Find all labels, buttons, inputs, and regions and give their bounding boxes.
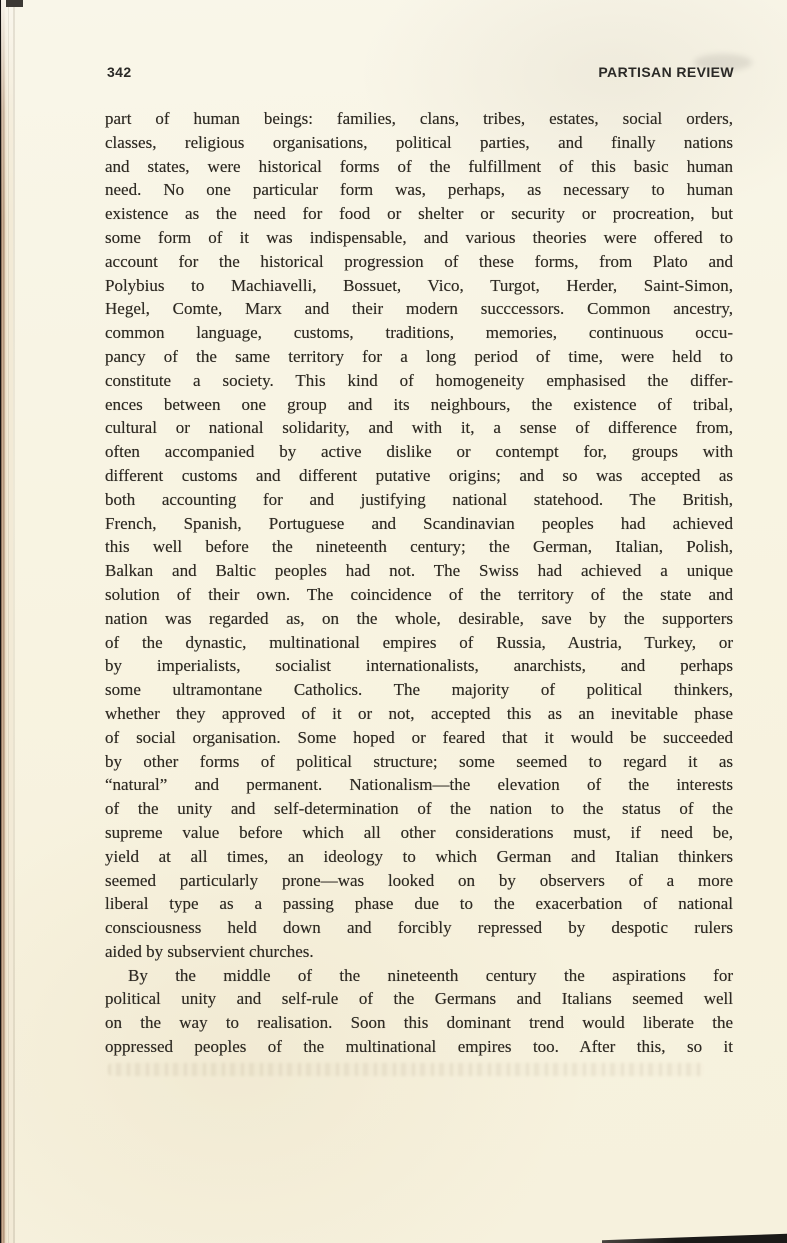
text-line: both accounting for and justifying national statehood. The British, <box>105 489 733 509</box>
text-line: of the unity and self-determination of the nation to the status of the <box>105 799 733 819</box>
text-line: on the way to realisation. Soon this dominant trend would liberate the <box>105 1013 733 1033</box>
scan-bottom-shadow <box>602 1233 787 1243</box>
text-block <box>105 107 733 1059</box>
text-line: cultural or national solidarity, and with it, a sense of difference from, <box>105 418 733 438</box>
text-line: solution of their own. The coincidence of the territory of the state and <box>105 584 733 604</box>
scan-corner-mark <box>6 0 23 7</box>
text-line: Polybius to Machiavelli, Bossuet, Vico, Turgot, Herder, Saint-Simon, <box>105 275 733 295</box>
text-line: aided by subservient churches. <box>105 941 314 961</box>
text-line: yield at all times, an ideology to which German and Italian thinkers <box>105 846 733 866</box>
text-line: need. No one particular form was, perhaps, as necessary to human <box>105 180 733 200</box>
text-line: this well before the nineteenth century; the German, Italian, Polish, <box>105 537 733 557</box>
running-header <box>107 64 734 82</box>
text-line: whether they approved of it or not, accepted this as an inevitable phase <box>105 703 733 723</box>
text-line: consciousness held down and forcibly repressed by despotic rulers <box>105 918 733 938</box>
text-line: of social organisation. Some hoped or feared that it would be succeeded <box>105 727 733 747</box>
text-line: Hegel, Comte, Marx and their modern succcessors. Common ancestry, <box>105 299 733 319</box>
page-crease <box>13 0 15 1243</box>
bleed-through-text <box>108 1063 704 1076</box>
text-line: existence as the need for food or shelter or security or procreation, but <box>105 204 733 224</box>
journal-title: PARTISAN REVIEW <box>598 64 734 80</box>
text-line: Balkan and Baltic peoples had not. The Swiss had achieved a unique <box>105 561 733 581</box>
text-line: political unity and self-rule of the Germans and Italians seemed well <box>105 989 733 1009</box>
text-line: supreme value before which all other considerations must, if need be, <box>105 822 733 842</box>
text-line: by imperialists, socialist internationalists, anarchists, and perhaps <box>105 656 733 676</box>
paragraph <box>105 107 733 964</box>
text-line: often accompanied by active dislike or contempt for, groups with <box>105 442 733 462</box>
book-page-edge-stripes <box>1 0 13 1243</box>
text-line: of the dynastic, multinational empires of Russia, Austria, Turkey, or <box>105 632 733 652</box>
text-line: by other forms of political structure; some seemed to regard it as <box>105 751 733 771</box>
text-line: different customs and different putative origins; and so was accepted as <box>105 465 733 485</box>
text-line: pancy of the same territory for a long period of time, were held to <box>105 346 733 366</box>
text-line: “natural” and permanent. Nationalism—the elevation of the interests <box>105 775 733 795</box>
text-line: constitute a society. This kind of homogeneity emphasised the differ- <box>105 370 733 390</box>
text-line: French, Spanish, Portuguese and Scandinavian peoples had achieved <box>105 513 733 533</box>
text-line: oppressed peoples of the multinational empires too. After this, so it <box>105 1037 733 1057</box>
text-line: ences between one group and its neighbours, the existence of tribal, <box>105 394 733 414</box>
page-number: 342 <box>107 64 132 80</box>
text-line: common language, customs, traditions, memories, continuous occu- <box>105 323 733 343</box>
text-line: By the middle of the nineteenth century the aspirations for <box>128 965 733 985</box>
text-line: some form of it was indispensable, and various theories were offered to <box>105 227 733 247</box>
text-line: and states, were historical forms of the fulfillment of this basic human <box>105 156 733 176</box>
text-line: liberal type as a passing phase due to the exacerbation of national <box>105 894 733 914</box>
text-line: account for the historical progression of these forms, from Plato and <box>105 251 733 271</box>
text-line: seemed particularly prone—was looked on by observers of a more <box>105 870 733 890</box>
paragraph <box>105 964 733 1059</box>
text-line: some ultramontane Catholics. The majority of political thinkers, <box>105 680 733 700</box>
page-edge-line <box>8 0 9 1243</box>
text-line: part of human beings: families, clans, tribes, estates, social orders, <box>105 109 733 128</box>
text-line: nation was regarded as, on the whole, desirable, save by the supporters <box>105 608 733 628</box>
text-line: classes, religious organisations, political parties, and finally nations <box>105 132 733 152</box>
